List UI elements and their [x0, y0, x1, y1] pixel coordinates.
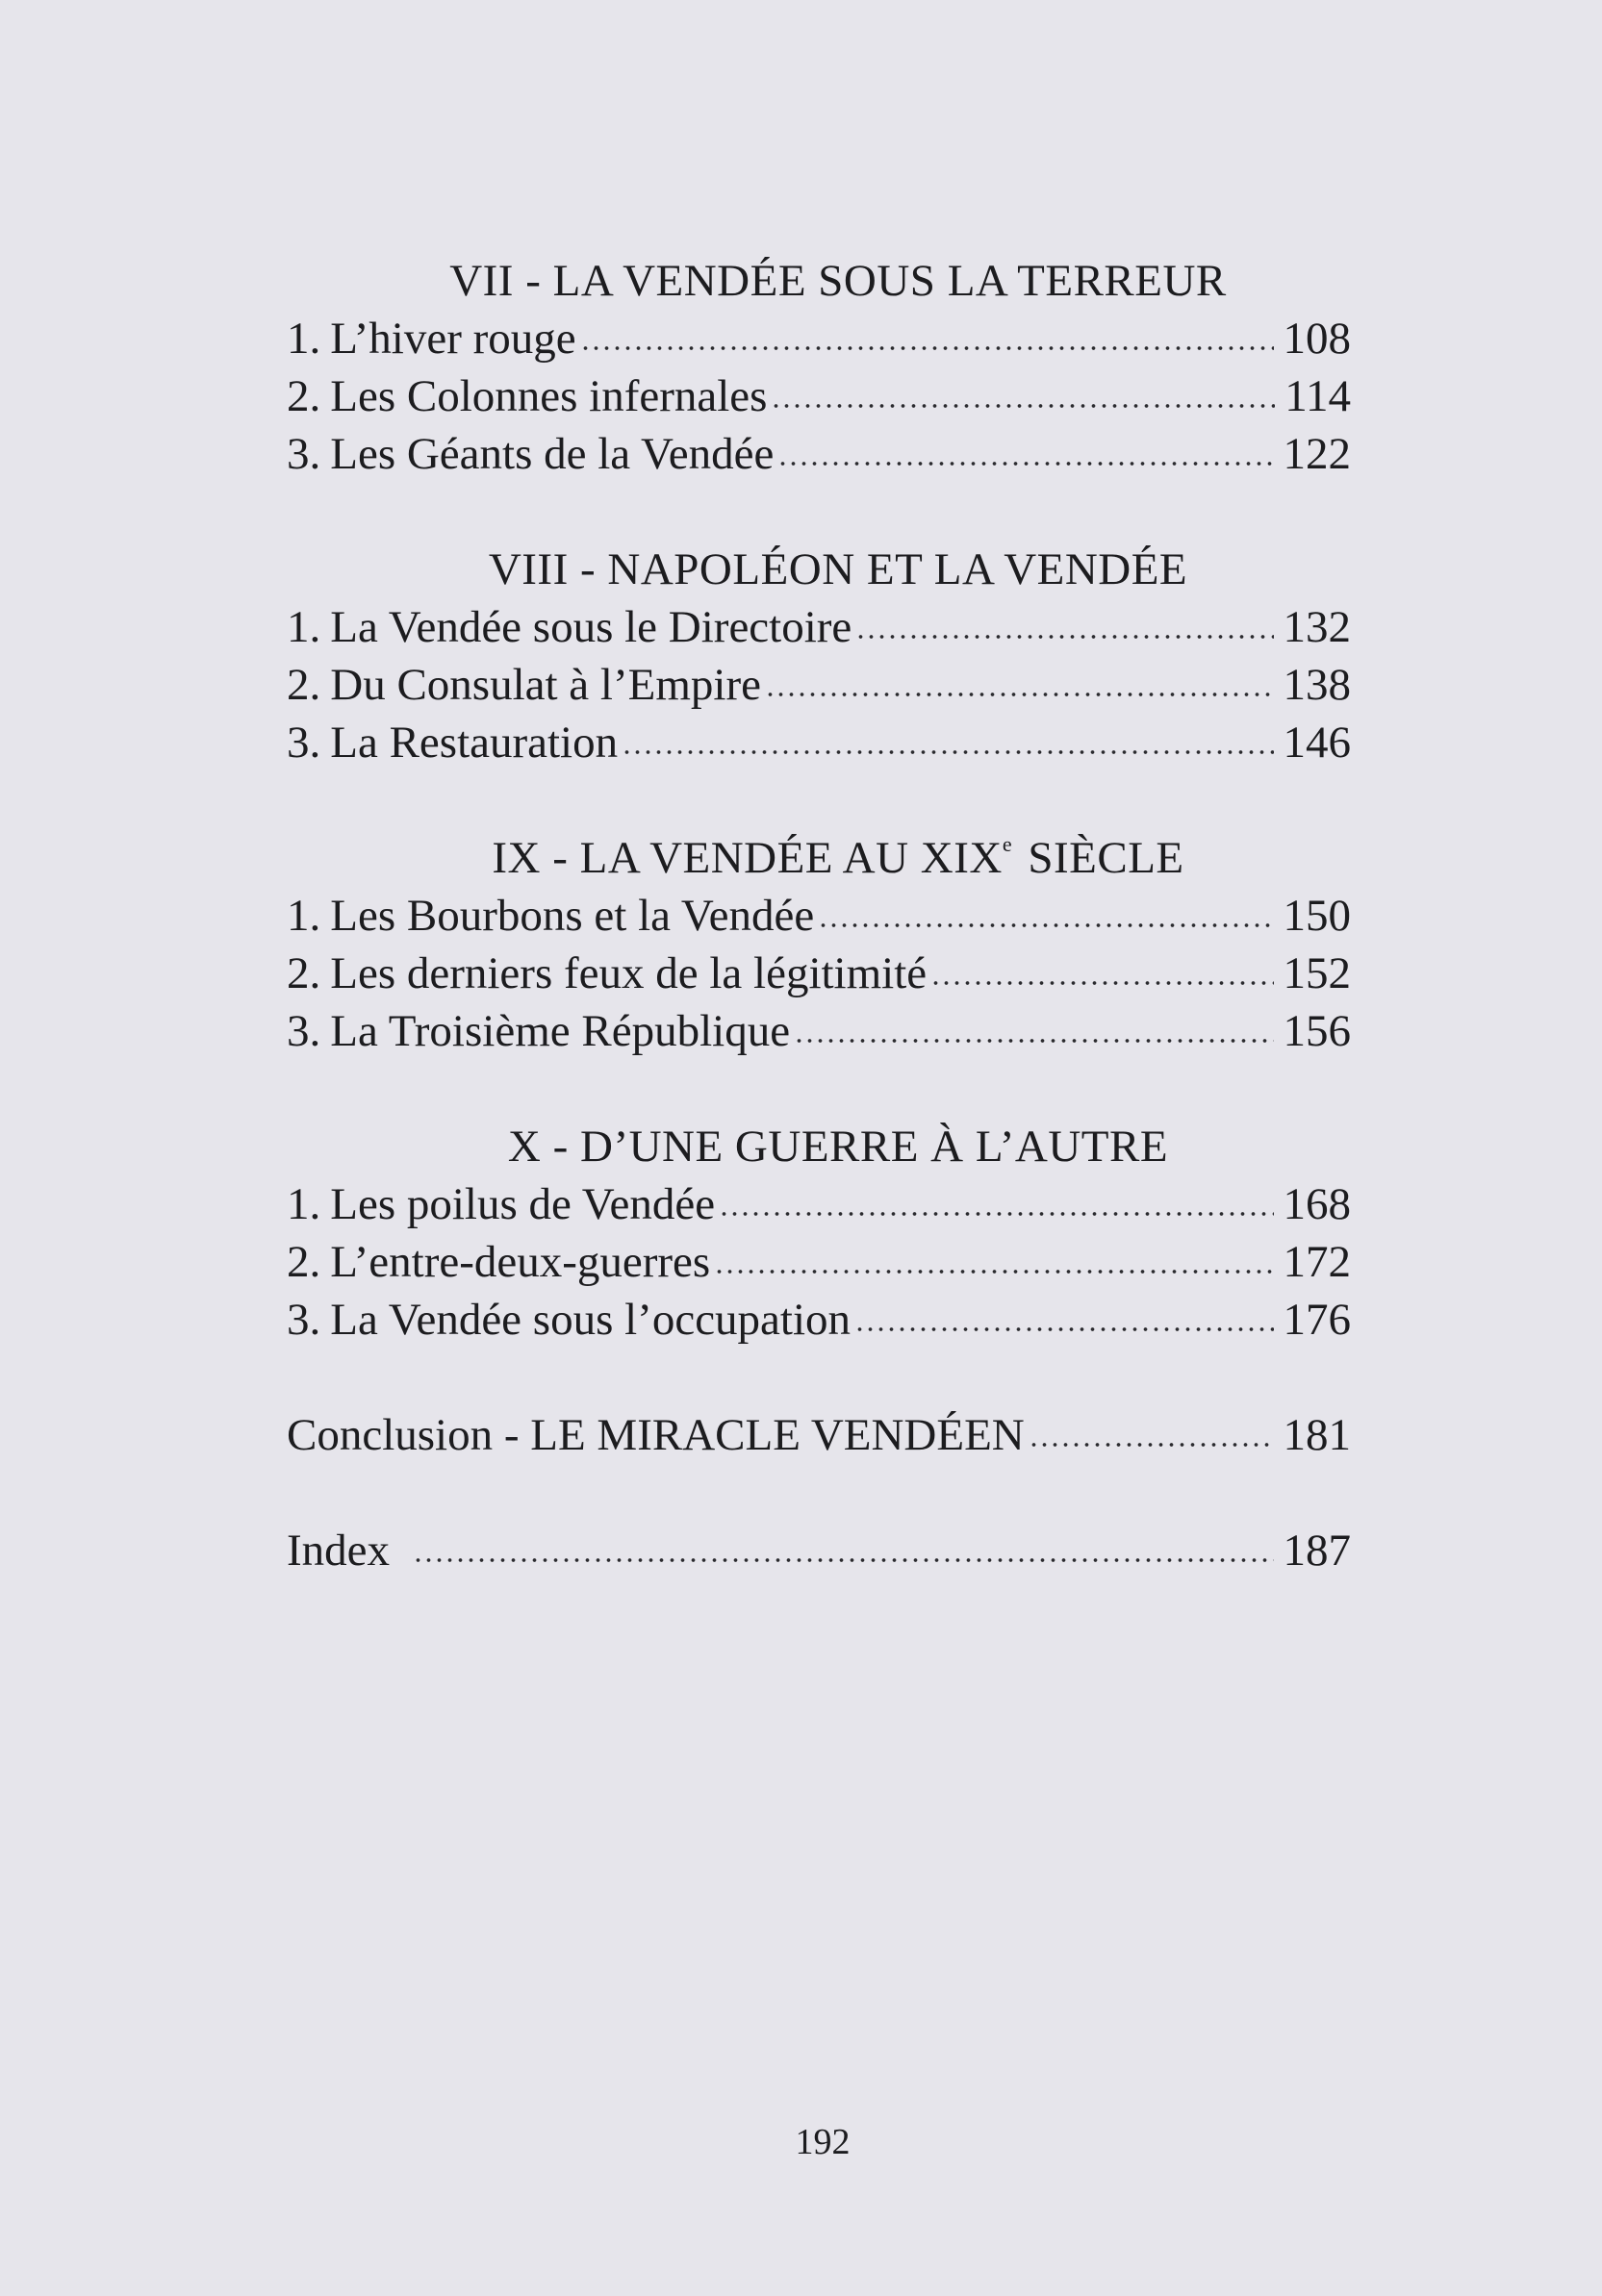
entry-page: 114: [1284, 371, 1351, 421]
section-title: [287, 829, 1351, 887]
entry-page: 156: [1283, 1006, 1351, 1056]
entry-page: 108: [1283, 314, 1351, 364]
entry-title: Les poilus de Vendée: [330, 1179, 716, 1229]
dot-leader: [413, 1556, 1273, 1564]
entry-page: 150: [1283, 891, 1351, 941]
entry-number: 3.: [287, 1006, 321, 1056]
toc-entry: [287, 1233, 1351, 1291]
entry-page: 132: [1283, 602, 1351, 652]
entry-page: 187: [1283, 1526, 1351, 1576]
section-title-main: IX - LA VENDÉE AU XIX: [492, 833, 1003, 883]
toc-entry: [287, 310, 1351, 367]
toc-section-viii: [287, 541, 1351, 771]
dot-leader: [771, 402, 1275, 410]
dot-leader: [930, 979, 1273, 987]
toc-entry-conclusion: [287, 1406, 1351, 1464]
section-title: VII - LA VENDÉE SOUS LA TERREUR: [449, 256, 1227, 306]
entry-page: 181: [1283, 1410, 1351, 1460]
toc-entry: [287, 887, 1351, 945]
dot-leader: [765, 691, 1274, 698]
entry-page: 172: [1283, 1237, 1351, 1287]
toc-entry: [287, 1002, 1351, 1060]
entry-number: 2.: [287, 948, 321, 998]
toc-entry: [287, 1291, 1351, 1349]
entry-title: Du Consulat à l’Empire: [330, 660, 761, 710]
entry-title: La Vendée sous l’occupation: [330, 1295, 852, 1345]
entry-number: 1.: [287, 314, 321, 364]
entry-number: 2.: [287, 371, 321, 421]
toc-entry: [287, 425, 1351, 483]
dot-leader: [580, 344, 1274, 352]
entry-title: La Restauration: [330, 718, 619, 768]
entry-number: 1.: [287, 602, 321, 652]
dot-leader: [794, 1037, 1273, 1045]
entry-page: 122: [1283, 429, 1351, 479]
toc-entry: [287, 598, 1351, 656]
entry-page: 146: [1283, 718, 1351, 768]
toc-entry: [287, 367, 1351, 425]
entry-number: 3.: [287, 1295, 321, 1345]
entry-number: 1.: [287, 1179, 321, 1229]
toc-entry: [287, 656, 1351, 714]
entry-page: 176: [1283, 1295, 1351, 1345]
entry-title: Les Colonnes infernales: [330, 371, 768, 421]
entry-title: L’entre-deux-guerres: [330, 1237, 711, 1287]
dot-leader: [714, 1268, 1273, 1275]
entry-number: 1.: [287, 891, 321, 941]
entry-title: Les Géants de la Vendée: [330, 429, 775, 479]
entry-page: 168: [1283, 1179, 1351, 1229]
entry-title: L’hiver rouge: [330, 314, 576, 364]
toc-entry: [287, 1175, 1351, 1233]
section-title: VIII - NAPOLÉON ET LA VENDÉE: [488, 544, 1188, 594]
table-of-contents: [287, 252, 1351, 1579]
section-title-superscript: e: [1002, 832, 1013, 856]
dot-leader: [719, 1210, 1273, 1218]
entry-page: 138: [1283, 660, 1351, 710]
page-number: 192: [795, 2122, 851, 2162]
entry-title: Conclusion - LE MIRACLE VENDÉEN: [287, 1410, 1025, 1460]
toc-entry-index: [287, 1522, 1351, 1579]
entry-title: La Vendée sous le Directoire: [330, 602, 852, 652]
dot-leader: [622, 748, 1273, 756]
entry-number: 3.: [287, 429, 321, 479]
section-title: X - D’UNE GUERRE À L’AUTRE: [507, 1122, 1169, 1172]
toc-entry: [287, 945, 1351, 1002]
entry-page: 152: [1283, 948, 1351, 998]
dot-leader: [777, 460, 1273, 467]
entry-number: 2.: [287, 660, 321, 710]
dot-leader: [1029, 1441, 1274, 1449]
dot-leader: [854, 1325, 1273, 1333]
entry-title: La Troisième République: [330, 1006, 791, 1056]
entry-title: Les Bourbons et la Vendée: [330, 891, 815, 941]
toc-entry: [287, 714, 1351, 771]
toc-section-x: [287, 1118, 1351, 1349]
entry-title: Index: [287, 1526, 391, 1576]
entry-number: 3.: [287, 718, 321, 768]
entry-title: Les derniers feux de la légitimité: [330, 948, 928, 998]
toc-section-ix: [287, 829, 1351, 1060]
section-title-end: SIÈCLE: [1028, 833, 1184, 883]
entry-number: 2.: [287, 1237, 321, 1287]
toc-section-vii: [287, 252, 1351, 483]
dot-leader: [818, 921, 1273, 929]
dot-leader: [855, 633, 1273, 641]
